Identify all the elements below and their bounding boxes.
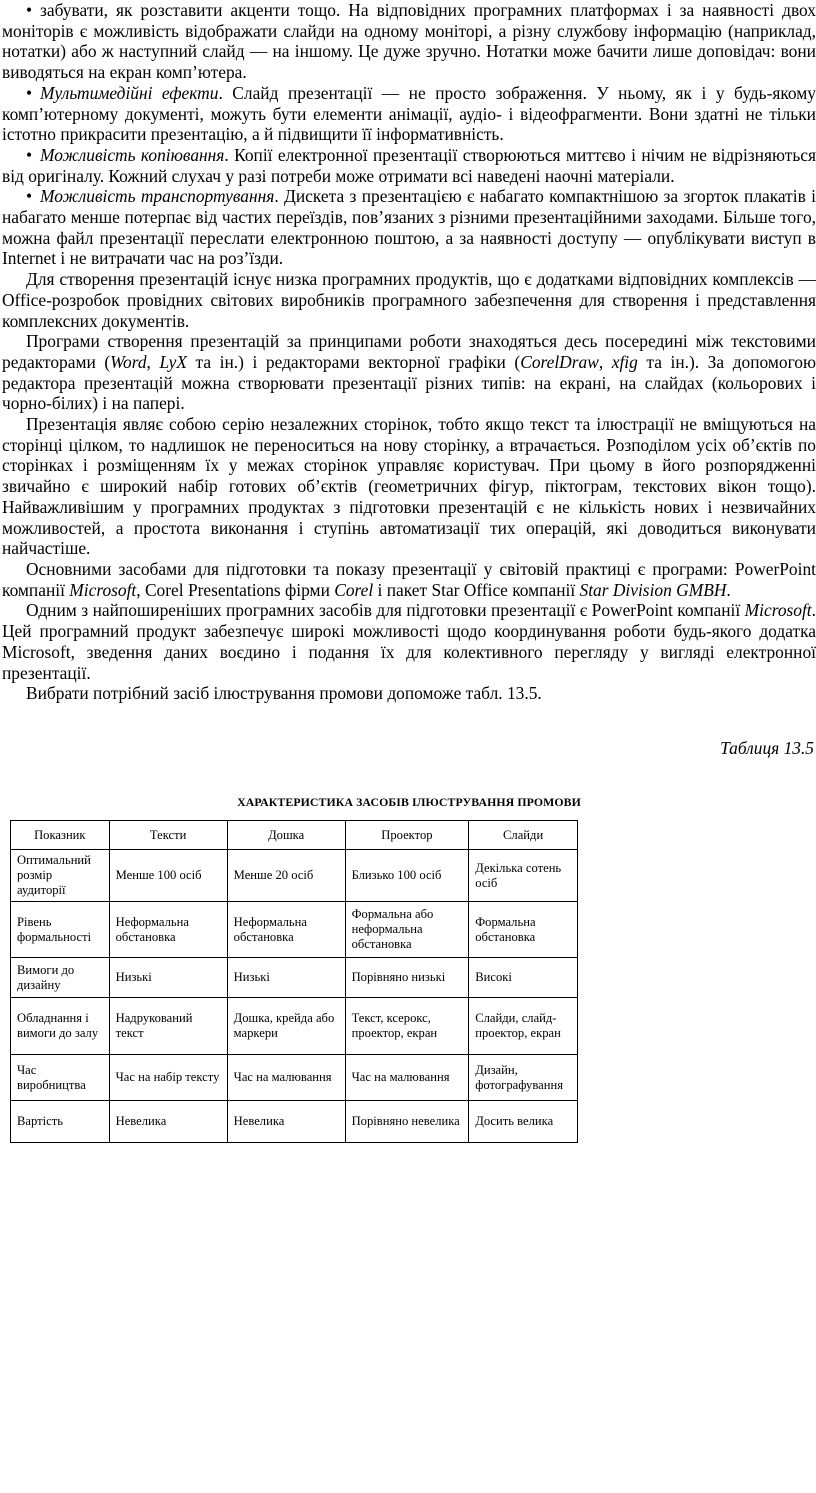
text-run: , — [598, 351, 612, 372]
table-cell: Рівень формальності — [11, 902, 110, 958]
table-row — [11, 902, 578, 958]
text-run: , Corel Presentations фірми — [136, 579, 335, 600]
table-header-cell: Показник — [11, 821, 110, 850]
text-run: Основними засобами для підготовки та показу презентації у світовій практиці є програми: PowerPoint компанії — [2, 558, 816, 600]
table-cell: Вартість — [11, 1101, 110, 1143]
text-run: і пакет Star Office компанії — [373, 579, 580, 600]
text-run: Corel — [334, 579, 374, 600]
text-run: Microsoft — [744, 600, 812, 621]
text-run: . Цей програмний продукт забезпечує широкі можливості щодо координування роботи будь-якого додатка Microsoft, зведення даних воєдино і подання їх для колективного перегляду у вигляді електронної презентації. — [2, 600, 816, 683]
table-row — [11, 958, 578, 998]
table-row — [11, 1101, 578, 1143]
table-cell: Неформальна обстановка — [109, 902, 227, 958]
table-cell: Час на малювання — [227, 1055, 345, 1101]
table-header-cell: Тексти — [109, 821, 227, 850]
bullet-text: . Копії електронної презентації створюються миттєво і нічим не відрізняються від оригіналу. Кожний слухач у разі потреби може отримати всі наведені наочні матеріали. — [2, 144, 816, 186]
bullet-text: . Слайд презентації — не просто зображення. У ньому, як і у будь-якому комп’ютерному документі, можуть бути елементи анімації, аудіо- і відеофрагменти. Вони здатні не тільки істотно прикрасити презентацію, а й підвищити її інформативність. — [2, 82, 816, 145]
bullet-lead: Мультимедійні ефекти — [40, 82, 219, 103]
bullet-paragraph — [0, 186, 816, 269]
body-paragraph: Для створення презентацій існує низка програмних продуктів, що є додатками відповідних комплексів — Office-розробок провідних світових виробників програмного забезпечення для створення і представлення комплексних документів. — [2, 269, 816, 331]
table-cell: Високі — [469, 958, 578, 998]
table-row — [11, 998, 578, 1055]
bullet-text: забувати, як розставити акценти тощо. На відповідних програмних платформах і за наявності двох моніторів є можливість відображати слайди на одному моніторі, а різну службову інформацію (наприклад, нотатки) або ж наступний слайд — на іншому. Це дуже зручно. Нотатки може бачити лише доповідач: вони виводяться на екран комп’ютера. — [2, 0, 816, 83]
table-number: Таблиця 13.5 — [720, 737, 814, 758]
table-cell: Час виробництва — [11, 1055, 110, 1101]
characteristics-table — [10, 820, 578, 1143]
table-cell: Час на набір тексту — [109, 1055, 227, 1101]
bullet-paragraph — [0, 145, 816, 186]
table-cell: Декілька сотень осіб — [469, 850, 578, 902]
bullet-icon: • — [26, 82, 33, 103]
table-cell: Обладнання і вимоги до залу — [11, 998, 110, 1055]
table-row — [11, 850, 578, 902]
text-run: Програми створення презентацій за принципами роботи знаходяться десь посередині між текстовими редакторами ( — [2, 331, 816, 372]
table-cell: Дошка, крейда або маркери — [227, 998, 345, 1055]
text-run: , — [146, 351, 160, 372]
table-cell: Невелика — [227, 1101, 345, 1143]
table-cell: Близько 100 осіб — [345, 850, 469, 902]
text-run: Word — [110, 351, 147, 372]
table-cell: Неформальна обстановка — [227, 902, 345, 958]
table-header-cell: Дошка — [227, 821, 345, 850]
text-run: xfig — [611, 351, 638, 372]
text-run: та ін.). За допомогою редактора презентацій можна створювати презентації різних типів: на екрані, на слайдах (кольорових і чорно-білих) і на папері. — [2, 351, 816, 414]
table-cell: Оптимальний розмір аудиторії — [11, 850, 110, 902]
table-cell: Низькі — [109, 958, 227, 998]
table-header-cell: Проектор — [345, 821, 469, 850]
table-row — [11, 1055, 578, 1101]
bullet-icon: • — [26, 186, 33, 207]
table-cell: Слайди, слайд-проектор, екран — [469, 998, 578, 1055]
table-cell: Вимоги до дизайну — [11, 958, 110, 998]
bullet-icon: • — [26, 144, 33, 165]
table-cell: Дизайн, фотографування — [469, 1055, 578, 1101]
table-cell: Час на малювання — [345, 1055, 469, 1101]
bullet-text: . Дискета з презентацією є набагато компактнішою за згорток плакатів і набагато менше потерпає від частих переїздів, пов’язаних з різними презентаційними заходами. Більше того, можна файл презентації переслати електронною поштою, а за наявності доступу — опублікувати виступ в Internet і не витрачати час на роз’їзди. — [2, 186, 816, 269]
table-cell: Надрукований текст — [109, 998, 227, 1055]
table-cell: Формальна обстановка — [469, 902, 578, 958]
text-run: LyX — [159, 351, 187, 372]
text-run: Star Division GMBH — [579, 579, 727, 600]
text-run: CorelDraw — [520, 351, 599, 372]
text-run: Одним з найпоширеніших програмних засобів для підготовки презентації є PowerPoint компанії — [26, 600, 745, 621]
text-run: Microsoft — [69, 579, 137, 600]
table-title: ХАРАКТЕРИСТИКА ЗАСОБІВ ІЛЮСТРУВАННЯ ПРОМОВИ — [237, 795, 581, 809]
body-paragraph: Презентація являє собою серію незалежних сторінок, тобто якщо текст та ілюстрації не вміщуються на сторінці цілком, то надлишок не переноситься на нову сторінку, а втрачається. Розподілом усіх об’єктів по сторінках і розміщенням їх у межах сторінок управляє користувач. При цьому в його розпорядженні звичайно є широкий набір готових об’єктів (геометричних фігур, піктограм, текстових вікон тощо). Найважливішим у програмних продуктах з підготовки презентацій є не кількість нових і незвичайних можливостей, а простота виконання і ступінь автоматизації тих операцій, які доводиться виконувати найчастіше. — [2, 414, 816, 559]
table-header-cell: Слайди — [469, 821, 578, 850]
bullet-lead: Можливість транспортування — [40, 186, 275, 207]
body-paragraph — [0, 600, 816, 683]
bullet-paragraph — [0, 0, 816, 83]
body-paragraph — [0, 331, 816, 414]
table-cell: Низькі — [227, 958, 345, 998]
table-cell: Менше 100 осіб — [109, 850, 227, 902]
table-header-row — [11, 821, 578, 850]
body-paragraph — [0, 559, 816, 600]
table-cell: Порівняно невелика — [345, 1101, 469, 1143]
body-paragraph: Вибрати потрібний засіб ілюстрування промови допоможе табл. 13.5. — [26, 683, 542, 704]
table-cell: Досить велика — [469, 1101, 578, 1143]
text-run: . — [726, 579, 731, 600]
table-cell: Невелика — [109, 1101, 227, 1143]
bullet-paragraph — [0, 83, 816, 145]
table-cell: Порівняно низькі — [345, 958, 469, 998]
table-cell: Формальна або неформальна обстановка — [345, 902, 469, 958]
text-run: та ін.) і редакторами векторної графіки ( — [186, 351, 521, 372]
table-cell: Текст, ксерокс, проектор, екран — [345, 998, 469, 1055]
bullet-icon: • — [26, 0, 33, 20]
table-cell: Менше 20 осіб — [227, 850, 345, 902]
bullet-lead: Можливість копіювання — [40, 144, 225, 165]
